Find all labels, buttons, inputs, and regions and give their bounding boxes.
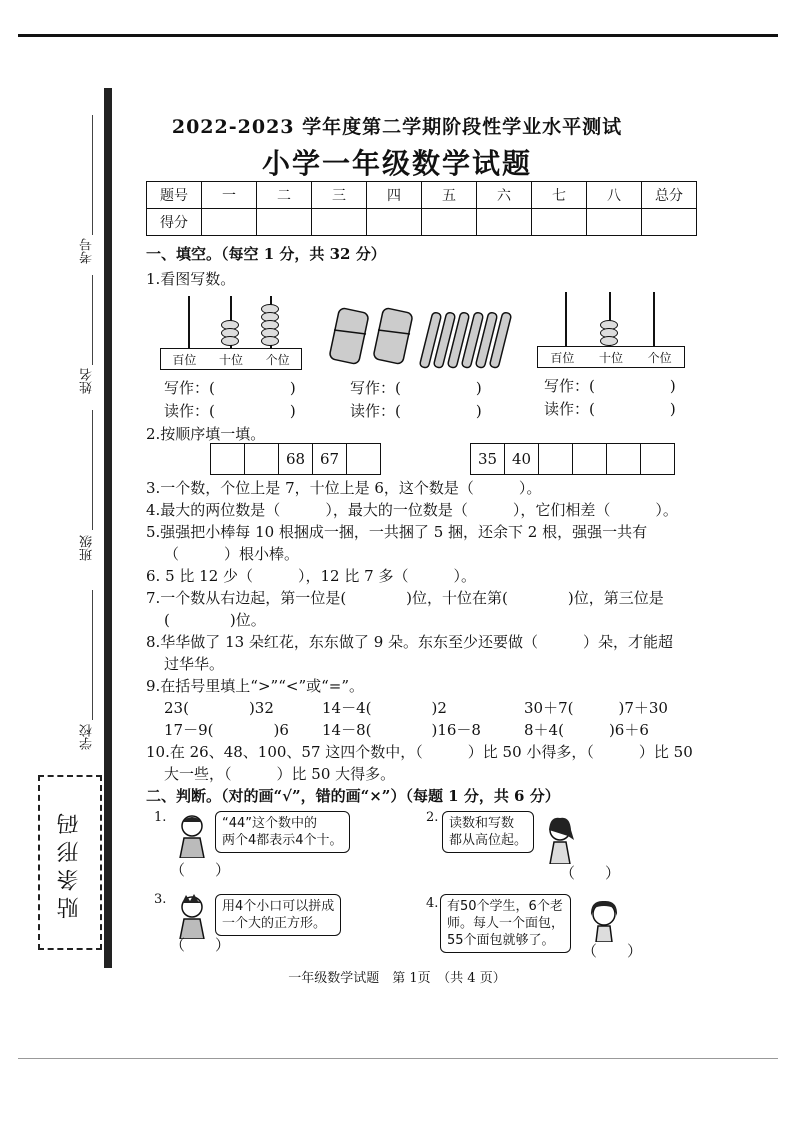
boy-icon xyxy=(172,893,212,939)
judge-bubble-2: 读数和写数 都从高位起。 xyxy=(442,811,534,853)
abacus-bead xyxy=(221,336,239,346)
sequence-row-2 xyxy=(470,443,675,475)
q1c-read[interactable]: 读作：( ) xyxy=(544,400,676,418)
q1a-read[interactable]: 读作：( ) xyxy=(164,402,296,420)
xingming-line xyxy=(92,275,93,365)
score-header-cell: 三 xyxy=(312,182,367,209)
section1-title: 一、填空。（每空 1 分，共 32 分） xyxy=(146,245,386,263)
abacus1-base xyxy=(160,348,302,370)
judge-num: 4. xyxy=(426,896,439,911)
judge-answer[interactable]: （ ） xyxy=(560,864,621,882)
score-cell[interactable] xyxy=(422,209,477,236)
q8-text-a: 8.华华做了 13 朵红花，东东做了 9 朵。东东至少还要做（ ）朵，才能超 xyxy=(146,633,674,651)
q1b-write[interactable]: 写作：( ) xyxy=(350,379,482,397)
score-cell[interactable] xyxy=(532,209,587,236)
q9-item: 30＋7( )7＋30 xyxy=(524,699,668,717)
seq-cell: 35 xyxy=(471,444,505,475)
score-cell[interactable] xyxy=(257,209,312,236)
exam-subtitle: 小学一年级数学试题 xyxy=(261,147,532,180)
score-cell[interactable] xyxy=(587,209,642,236)
abacus-bead xyxy=(261,336,279,346)
judge-bubble-4: 有50个学生，6个老 师。每人一个面包， 55个面包就够了。 xyxy=(440,894,571,953)
seq-cell[interactable] xyxy=(347,444,381,475)
seq-cell[interactable] xyxy=(245,444,279,475)
abacus-bead xyxy=(600,336,618,346)
top-rule xyxy=(18,34,778,37)
score-header-row xyxy=(147,182,697,209)
girl-icon xyxy=(584,898,624,942)
q8-text-b: 过华华。 xyxy=(164,655,225,673)
q1-text: 1.看图写数。 xyxy=(146,270,236,288)
q10-text-a: 10.在 26、48、100、57 这四个数中，（ ）比 50 小得多，（ ）比 50 xyxy=(146,743,693,761)
abacus-label: 个位 xyxy=(647,350,672,365)
boy-icon xyxy=(172,812,212,858)
judge-num: 1. xyxy=(154,810,167,825)
abacus-label: 十位 xyxy=(598,350,623,365)
q3-text: 3.一个数，个位上是 7，十位上是 6，这个数是（ ）。 xyxy=(146,479,542,497)
score-cell[interactable] xyxy=(642,209,697,236)
judge-num: 3. xyxy=(154,892,167,907)
seq-cell: 40 xyxy=(505,444,539,475)
q4-text: 4.最大的两位数是（ ），最大的一位数是（ ），它们相差（ ）。 xyxy=(146,501,678,519)
score-header-cell: 八 xyxy=(587,182,642,209)
abacus-label: 百位 xyxy=(550,350,575,365)
q2-text: 2.按顺序填一填。 xyxy=(146,425,266,443)
page-footer: 一年级数学试题 第 1页 （共 4 页） xyxy=(288,971,506,986)
abacus2-base xyxy=(537,346,685,368)
seq-cell[interactable] xyxy=(641,444,675,475)
seq-cell[interactable] xyxy=(211,444,245,475)
xingming-label: 姓名 xyxy=(80,368,95,394)
seq-cell: 68 xyxy=(279,444,313,475)
q9-item: 23( )32 xyxy=(164,699,274,717)
q9-item: 14－4( )2 xyxy=(322,699,447,717)
judge-bubble-3: 用4个小口可以拼成 一个大的正方形。 xyxy=(215,894,341,936)
xuexiao-label: 学校 xyxy=(80,724,95,750)
q10-text-b: 大一些，（ ）比 50 大得多。 xyxy=(164,765,396,783)
score-table xyxy=(146,181,697,236)
seq-cell[interactable] xyxy=(573,444,607,475)
xuexiao-line xyxy=(92,590,93,720)
seq-cell[interactable] xyxy=(607,444,641,475)
q1a-write[interactable]: 写作：( ) xyxy=(164,379,296,397)
judge-answer[interactable]: （ ） xyxy=(170,861,231,879)
score-cell[interactable] xyxy=(367,209,422,236)
q9-item: 8＋4( )6＋6 xyxy=(524,721,649,739)
abacus-label: 百位 xyxy=(172,352,197,367)
judge-answer[interactable]: （ ） xyxy=(170,936,231,954)
q7-text-a: 7.一个数从右边起，第一位是( )位，十位在第( )位，第三位是 xyxy=(146,589,664,607)
seq-cell: 67 xyxy=(313,444,347,475)
judge-num: 2. xyxy=(426,810,439,825)
banji-label: 班级 xyxy=(80,535,95,561)
score-header-cell: 题号 xyxy=(147,182,202,209)
barcode-box xyxy=(38,775,102,950)
abacus-label: 个位 xyxy=(265,352,290,367)
judge-bubble-1: “44”这个数中的 两个4都表示4个十。 xyxy=(215,811,350,853)
kaohao-label: 考号 xyxy=(80,238,95,264)
sequence-row-1 xyxy=(210,443,381,475)
binding-line xyxy=(104,88,112,968)
q5-text-b: （ ）根小棒。 xyxy=(164,545,300,563)
score-header-cell: 六 xyxy=(477,182,532,209)
q7-text-b: ( )位。 xyxy=(164,611,266,629)
abacus1-rod-hundreds xyxy=(188,296,190,348)
q5-text-a: 5.强强把小棒每 10 根捆成一捆，一共捆了 5 捆，还余下 2 根，强强一共有 xyxy=(146,523,648,541)
stick-bundle-1 xyxy=(329,307,369,364)
q9-item: 14－8( )16－8 xyxy=(322,721,481,739)
score-cell[interactable] xyxy=(312,209,367,236)
exam-title: 2022-2023 学年度第二学期阶段性学业水平测试 xyxy=(171,116,623,138)
score-row-label: 得分 xyxy=(147,209,202,236)
score-row xyxy=(147,209,697,236)
q1c-write[interactable]: 写作：( ) xyxy=(544,377,676,395)
score-header-cell: 总分 xyxy=(642,182,697,209)
abacus-label: 十位 xyxy=(218,352,243,367)
abacus2-rod-hundreds xyxy=(565,292,567,346)
q1b-read[interactable]: 读作：( ) xyxy=(350,402,482,420)
judge-answer[interactable]: （ ） xyxy=(582,942,643,960)
sticks-illustration xyxy=(326,300,522,372)
abacus2-rod-ones xyxy=(653,292,655,346)
q9-text: 9.在括号里填上“>”“<”或“=”。 xyxy=(146,677,365,695)
girl-icon xyxy=(540,816,580,864)
score-header-cell: 一 xyxy=(202,182,257,209)
seq-cell[interactable] xyxy=(539,444,573,475)
score-header-cell: 二 xyxy=(257,182,312,209)
score-cell[interactable] xyxy=(202,209,257,236)
score-cell[interactable] xyxy=(477,209,532,236)
q9-item: 17－9( )6 xyxy=(164,721,289,739)
barcode-label: 贴条形码 xyxy=(57,807,82,919)
score-header-cell: 七 xyxy=(532,182,587,209)
score-header-cell: 四 xyxy=(367,182,422,209)
bottom-rule xyxy=(18,1058,778,1059)
score-header-cell: 五 xyxy=(422,182,477,209)
stick-bundle-2 xyxy=(373,307,413,364)
q6-text: 6. 5 比 12 少（ ），12 比 7 多（ ）。 xyxy=(146,567,476,585)
section2-title: 二、判断。（对的画“√”，错的画“×”）（每题 1 分，共 6 分） xyxy=(146,787,560,805)
banji-line xyxy=(92,410,93,530)
